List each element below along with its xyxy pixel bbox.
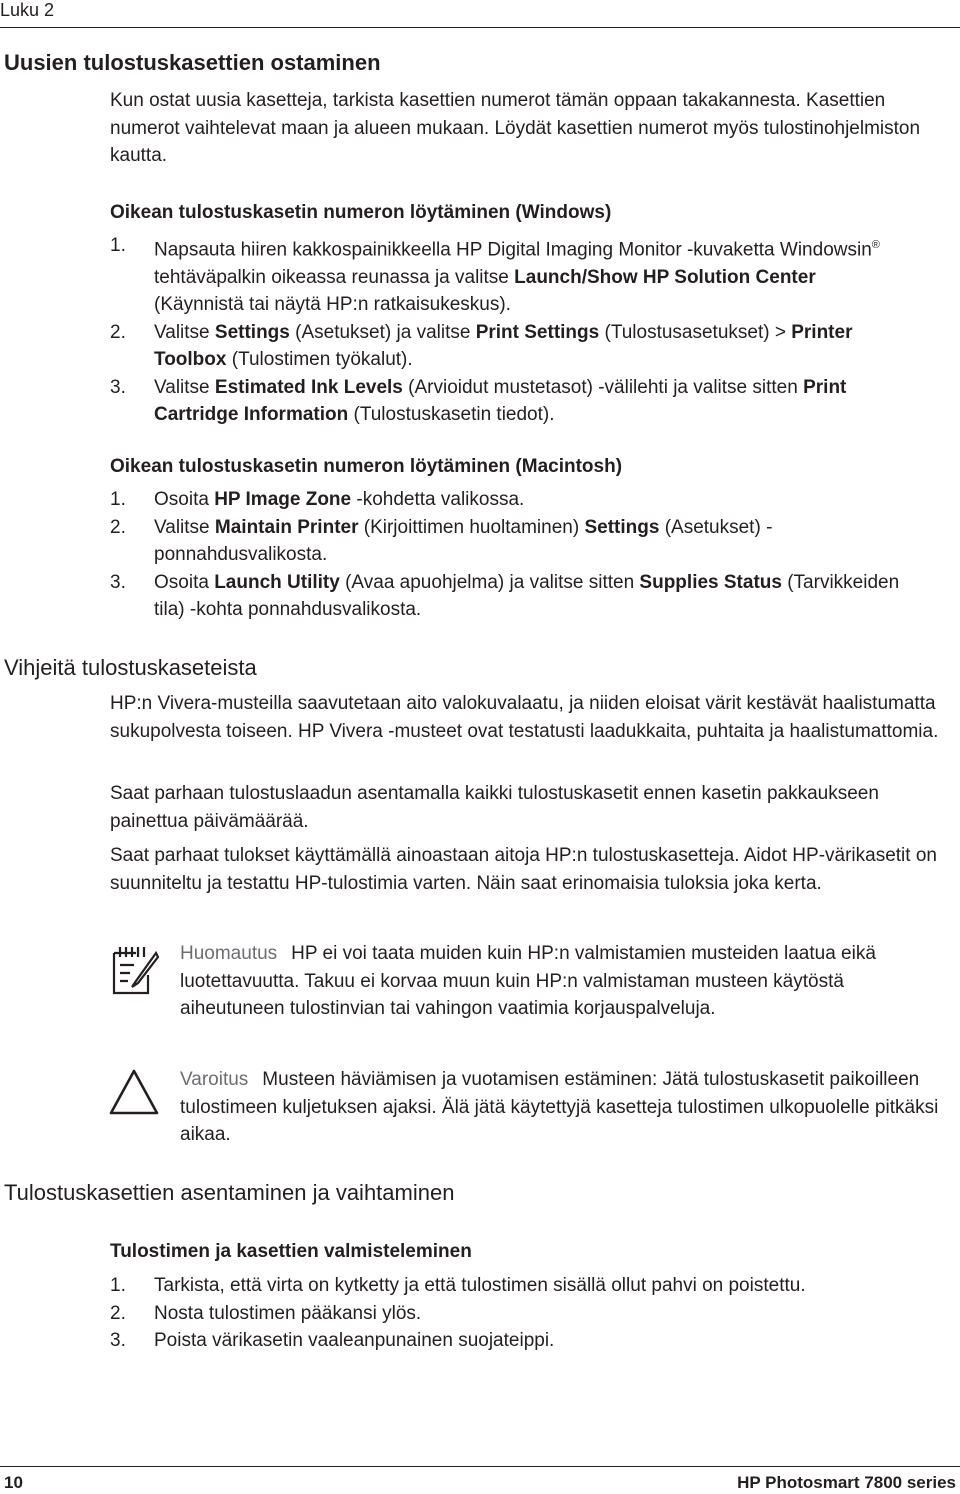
intro-paragraph: Kun ostat uusia kasetteja, tarkista kasettien numerot tämän oppaan takakannesta. Kasettien numerot vaihtelevat maan ja alueen mukaan. Löydät kasettien numerot myös tulostinohjelmiston kautta. — [110, 90, 921, 166]
mac-steps — [110, 486, 910, 624]
footer-rule — [0, 1466, 960, 1467]
warning-triangle-icon — [108, 1067, 160, 1117]
page-number: 10 — [4, 1473, 23, 1492]
product-name: HP Photosmart 7800 series — [737, 1473, 956, 1492]
note-label: Huomautus — [180, 943, 278, 964]
tips-paragraph-2: Saat parhaan tulostuslaadun asentamalla kaikki tulostuskasetit ennen kasetin pakkaukseen painettua päivämäärää. — [110, 783, 879, 832]
subheading-macintosh: Oikean tulostuskasetin numeron löytäminen (Macintosh) — [110, 456, 623, 477]
warning-box — [180, 1066, 950, 1149]
list-item: 3. Valitse Estimated Ink Levels (Arvioidut mustetasot) -välilehti ja valitse sitten Print Cartridge Information (Tulostuskasetin tiedot). — [110, 376, 847, 426]
chapter-label: Luku 2 — [0, 0, 55, 20]
header-rule — [0, 27, 960, 28]
section-title-install: Tulostuskasettien asentaminen ja vaihtaminen — [4, 1180, 455, 1205]
subheading-windows: Oikean tulostuskasetin numeron löytäminen (Windows) — [110, 202, 612, 223]
list-item: 2. Valitse Maintain Printer (Kirjoittimen huoltaminen) Settings (Asetukset) -ponnahdusvalikosta. — [110, 516, 773, 565]
prepare-steps — [110, 1272, 910, 1355]
tips-paragraph-3: Saat parhaat tulokset käyttämällä ainoastaan aitoja HP:n tulostuskasetteja. Aidot HP-värikasetit on suunniteltu ja testattu HP-tulostimia varten. Näin saat erinomaisia tuloksia joka kerta. — [110, 845, 937, 894]
warning-text: Musteen häviämisen ja vuotamisen estäminen: Jätä tulostuskasetit paikoilleen tulostimeen kuljetuksen ajaksi. Älä jätä käytettyjä kasetteja tulostimen ulkopuolelle pitkäksi aikaa. — [180, 1069, 939, 1145]
tips-paragraph-1: HP:n Vivera-musteilla saavutetaan aito valokuvalaatu, ja niiden eloisat värit kestävät haalistumatta sukupolvesta toiseen. HP Vivera -musteet ovat testatusti laadukkaita, puhtaita ja haalistumattomia. — [110, 693, 939, 742]
list-item: 1. Osoita HP Image Zone -kohdetta valikossa. — [110, 489, 525, 510]
note-text: HP ei voi taata muiden kuin HP:n valmistamien musteiden laatua eikä luotettavuutta. Takuu ei korvaa muun kuin HP:n valmistaman musteen käytöstä aiheutuneen tulostinvian tai vahingon vaatimia korjauspalveluja. — [180, 943, 876, 1019]
subheading-prepare: Tulostimen ja kasettien valmisteleminen — [110, 1241, 472, 1262]
list-item: 2. Valitse Settings (Asetukset) ja valitse Print Settings (Tulostusasetukset) > Printer Toolbox (Tulostimen työkalut). — [110, 321, 853, 371]
list-item: 2. Nosta tulostimen pääkansi ylös. — [110, 1302, 422, 1324]
list-item: 3. Poista värikasetin vaaleanpunainen suojateippi. — [110, 1330, 555, 1351]
warning-label: Varoitus — [180, 1069, 249, 1090]
note-box — [180, 940, 950, 1023]
list-item: 1. Tarkista, että virta on kytketty ja että tulostimen sisällä ollut pahvi on poistettu. — [110, 1275, 806, 1296]
note-pencil-icon — [108, 941, 162, 997]
list-item: 1. Napsauta hiiren kakkospainikkeella HP Digital Imaging Monitor -kuvaketta Windowsin® tehtäväpalkin oikeassa reunassa ja valitse Launch/Show HP Solution Center (Käynnistä tai näytä HP:n ratkaisukeskus). — [110, 235, 880, 316]
section-title-buying: Uusien tulostuskasettien ostaminen — [4, 50, 381, 75]
windows-steps — [110, 232, 910, 429]
list-item: 3. Osoita Launch Utility (Avaa apuohjelma) ja valitse sitten Supplies Status (Tarvikkeiden tila) -kohta ponnahdusvalikosta. — [110, 571, 900, 620]
section-title-tips: Vihjeitä tulostuskaseteista — [4, 655, 257, 680]
